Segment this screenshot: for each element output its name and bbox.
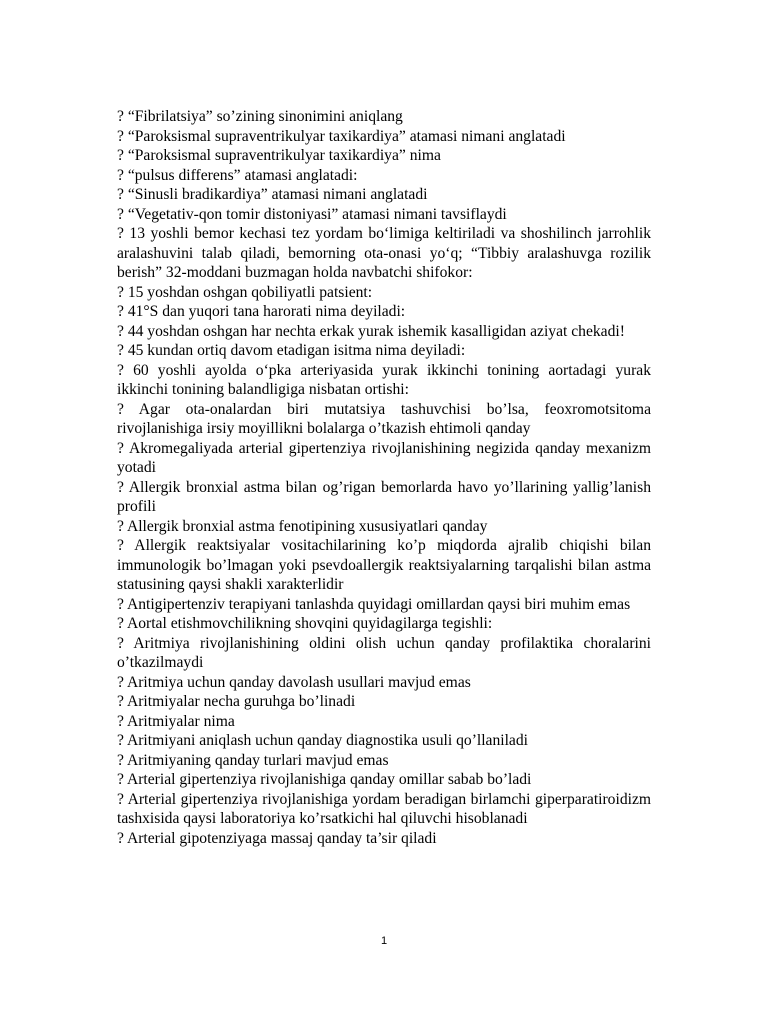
question-item: ? Arterial gipotenziyaga massaj qanday ta’sir qiladi	[117, 829, 437, 847]
question-item: ? Akromegaliyada arterial gipertenziya rivojlanishining negizida qanday mexanizm yotadi	[117, 439, 651, 476]
question-item: ? Aritmiyaning qanday turlari mavjud emas	[117, 751, 389, 769]
question-item: ? “Vegetativ-qon tomir distoniyasi” atamasi nimani tavsiflaydi	[117, 205, 507, 223]
question-item: ? Aritmiya uchun qanday davolash usullari mavjud emas	[117, 673, 471, 691]
question-item: ? Aortal etishmovchilikning shovqini quyidagilarga tegishli:	[117, 615, 493, 632]
question-item: ? 41°S dan yuqori tana harorati nima deyiladi:	[117, 303, 406, 320]
page-number: 1	[380, 935, 388, 947]
question-item: ? Aritmiya rivojlanishining oldini olish uchun qanday profilaktika choralarini o’tkazilmaydi	[117, 634, 651, 671]
question-item: ? “pulsus differens” atamasi anglatadi:	[117, 166, 358, 184]
question-item: ? Aritmiyalar nima	[117, 712, 235, 730]
question-list	[117, 107, 651, 848]
question-item: ? Allergik bronxial astma bilan og’rigan bemorlarda havo yo’llarining yallig’lanish profili	[117, 478, 651, 515]
question-item: ? 45 kundan ortiq davom etadigan isitma nima deyiladi:	[117, 342, 466, 359]
question-item: ? “Sinusli bradikardiya” atamasi nimani anglatadi	[117, 186, 428, 203]
question-item: ? Allergik reaktsiyalar vositachilarining ko’p miqdorda ajralib chiqishi bilan immunologik bo’lmagan yoki psevdoallergik reaktsiyalarning tarqalishi bilan astma statusining qaysi shakli xarakterlidir	[117, 537, 651, 593]
question-item: ? 13 yoshli bemor kechasi tez yordam bo‘limiga keltiriladi va shoshilinch jarrohlik aralashuvini talab qiladi, bemorning ota-onasi yo‘q; “Tibbiy aralashuvga rozilik berish” 32-moddani buzmagan holda navbatchi shifokor:	[117, 225, 651, 281]
question-item: ? 44 yoshdan oshgan har nechta erkak yurak ishemik kasalligidan aziyat chekadi!	[117, 322, 625, 340]
question-item: ? Arterial gipertenziya rivojlanishiga qanday omillar sabab bo’ladi	[117, 771, 532, 788]
question-item: ? 15 yoshdan oshgan qobiliyatli patsient:	[117, 283, 373, 301]
question-item: ? Arterial gipertenziya rivojlanishiga yordam beradigan birlamchi giperparatiroidizm tashxisida qaysi laboratoriya ko’rsatkichi hal qiluvchi hisoblanadi	[117, 790, 651, 827]
question-item: ? “Paroksismal supraventrikulyar taxikardiya” nima	[117, 147, 441, 164]
question-item: ? “Fibrilatsiya” so’zining sinonimini aniqlang	[117, 108, 403, 125]
question-item: ? “Paroksismal supraventrikulyar taxikardiya” atamasi nimani anglatadi	[117, 127, 566, 145]
question-item: ? 60 yoshli ayolda o‘pka arteriyasida yurak ikkinchi tonining aortadagi yurak ikkinchi tonining balandligiga nisbatan ortishi:	[117, 361, 651, 398]
question-item: ? Agar ota-onalardan biri mutatsiya tashuvchisi bo’lsa, feoxromotsitoma rivojlanishiga irsiy moyillikni bolalarga o’tkazish ehtimoli qanday	[117, 400, 651, 437]
question-item: ? Aritmiyalar necha guruhga bo’linadi	[117, 693, 356, 710]
question-item: ? Antigipertenziv terapiyani tanlashda quyidagi omillardan qaysi biri muhim emas	[117, 595, 631, 613]
question-item: ? Aritmiyani aniqlash uchun qanday diagnostika usuli qo’llaniladi	[117, 732, 528, 749]
question-item: ? Allergik bronxial astma fenotipining xususiyatlari qanday	[117, 517, 488, 535]
